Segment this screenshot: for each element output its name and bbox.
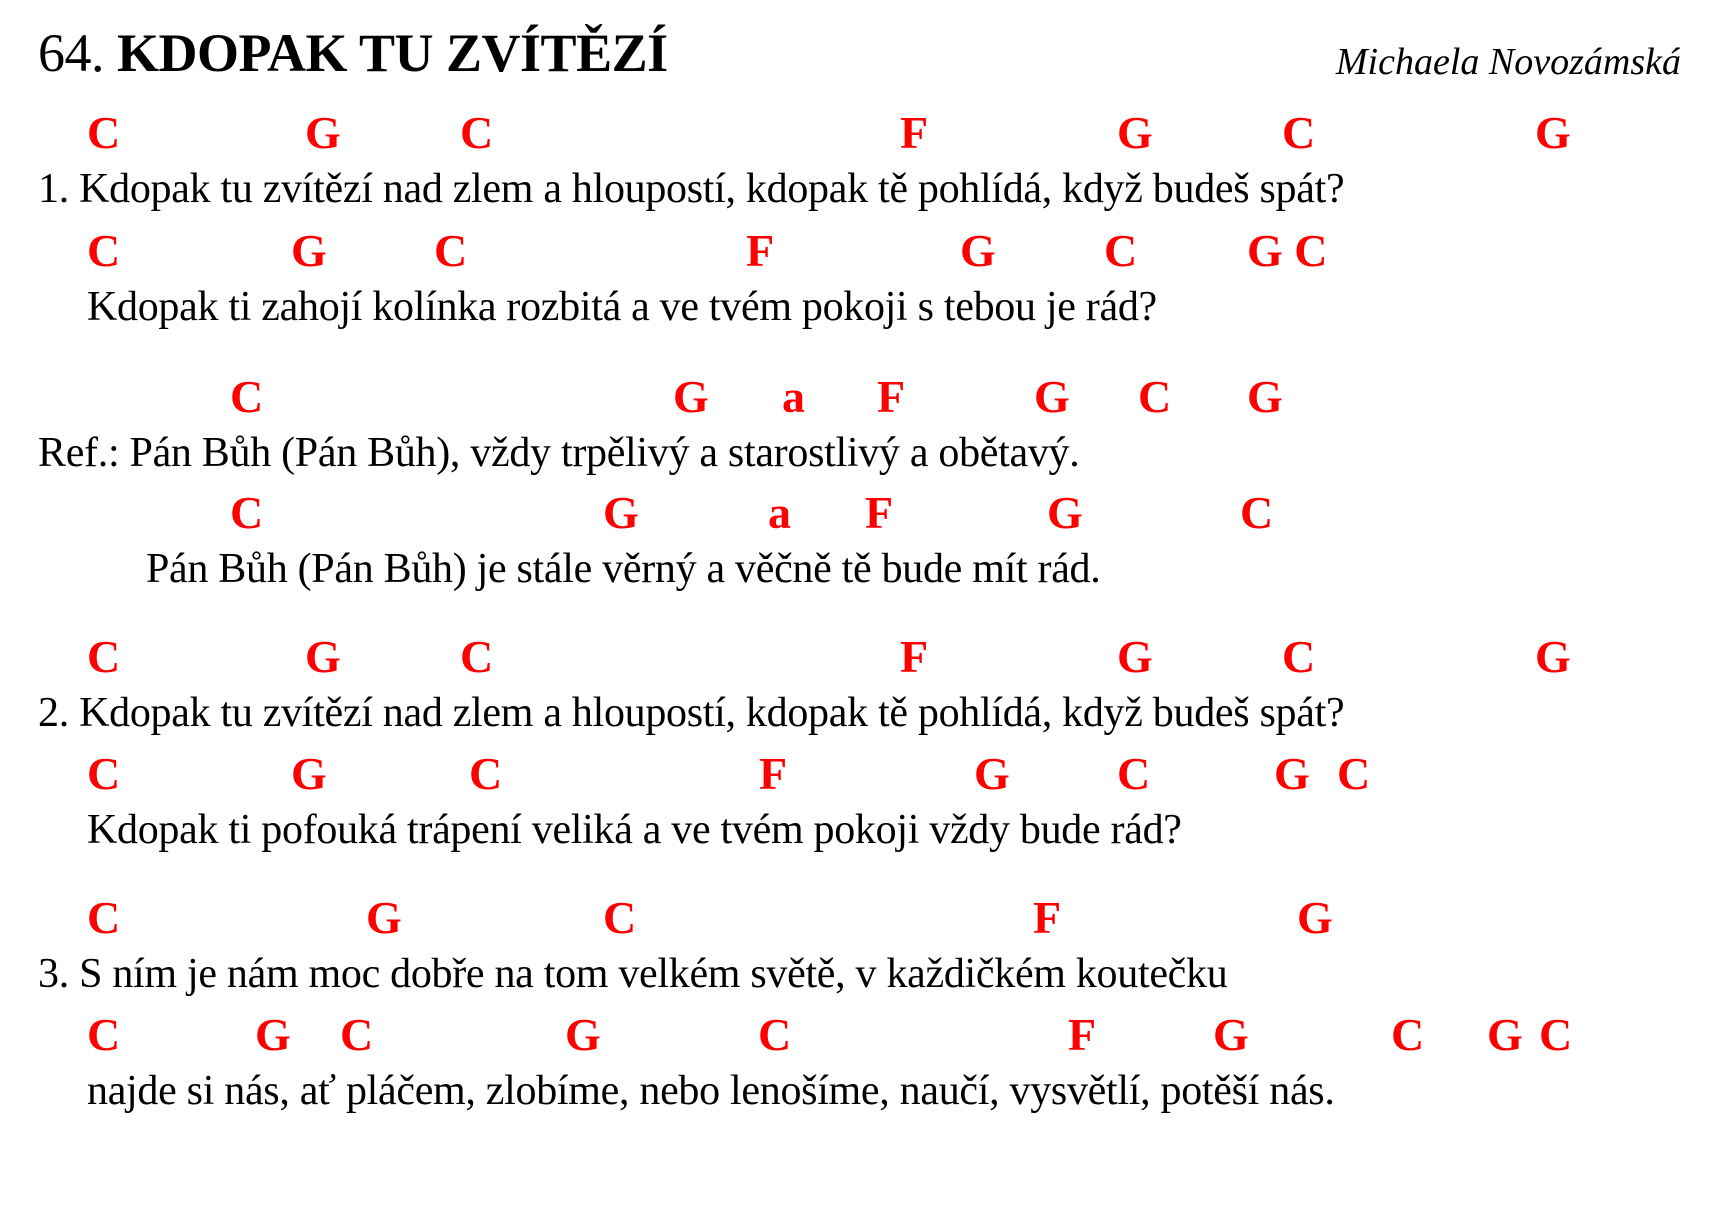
chord: G xyxy=(1274,748,1310,799)
chord: C xyxy=(87,631,121,682)
chord: G xyxy=(673,371,709,422)
lyric-line: Kdopak ti zahojí kolínka rozbitá a ve tvém pokoji s tebou je rád? xyxy=(87,284,1157,330)
chord: F xyxy=(1068,1009,1097,1060)
chord: C xyxy=(230,487,264,538)
chord: C xyxy=(460,631,494,682)
chord: a xyxy=(782,371,805,422)
chord: C xyxy=(87,1009,121,1060)
chord: C xyxy=(1282,107,1316,158)
chord: F xyxy=(900,107,929,158)
chord: F xyxy=(759,748,788,799)
chord: F xyxy=(877,371,906,422)
chord: G xyxy=(1297,892,1333,943)
lyric-line: najde si nás, ať pláčem, zlobíme, nebo lenošíme, naučí, vysvětlí, potěší nás. xyxy=(87,1068,1335,1114)
chord: C xyxy=(469,748,503,799)
chord: a xyxy=(768,487,791,538)
chord: G xyxy=(603,487,639,538)
lyric-line: 2. Kdopak tu zvítězí nad zlem a hloupostí, kdopak tě pohlídá, když budeš spát? xyxy=(38,690,1345,736)
chord: G xyxy=(1535,107,1571,158)
chord: G C xyxy=(1247,225,1328,276)
chord: C xyxy=(87,107,121,158)
chord: G xyxy=(291,748,327,799)
chord: C xyxy=(1138,371,1172,422)
chord: C xyxy=(603,892,637,943)
chord: C xyxy=(1337,748,1371,799)
chord: C xyxy=(434,225,468,276)
song-title xyxy=(38,22,668,84)
lyric-line: Kdopak ti pofouká trápení veliká a ve tvém pokoji vždy bude rád? xyxy=(87,807,1182,853)
chord: C xyxy=(460,107,494,158)
lyric-line: Ref.: Pán Bůh (Pán Bůh), vždy trpělivý a starostlivý a obětavý. xyxy=(38,430,1080,476)
chord: G xyxy=(565,1009,601,1060)
chord: G xyxy=(1117,107,1153,158)
chord: G xyxy=(255,1009,291,1060)
song-number: 64. xyxy=(38,23,104,83)
lyric-line: Pán Bůh (Pán Bůh) je stále věrný a věčně tě bude mít rád. xyxy=(146,546,1101,592)
chord: G xyxy=(1247,371,1283,422)
chord: G xyxy=(1213,1009,1249,1060)
chord: C xyxy=(1282,631,1316,682)
chord: C xyxy=(87,748,121,799)
chord: C xyxy=(1104,225,1138,276)
chord: C xyxy=(87,225,121,276)
chord: F xyxy=(865,487,894,538)
chord: C xyxy=(1117,748,1151,799)
chord: C xyxy=(758,1009,792,1060)
chord: C xyxy=(1539,1009,1573,1060)
chord: G xyxy=(1034,371,1070,422)
chord: G xyxy=(305,107,341,158)
chord: G xyxy=(960,225,996,276)
song-author: Michaela Novozámská xyxy=(1335,41,1681,83)
chord: G xyxy=(291,225,327,276)
chord: G xyxy=(1535,631,1571,682)
lyric-line: 3. S ním je nám moc dobře na tom velkém světě, v každičkém koutečku xyxy=(38,951,1228,997)
chord: G xyxy=(1117,631,1153,682)
chord: C xyxy=(1240,487,1274,538)
chord: C xyxy=(87,892,121,943)
chord: C xyxy=(230,371,264,422)
chord: C xyxy=(1391,1009,1425,1060)
chord: G xyxy=(366,892,402,943)
chord: G xyxy=(305,631,341,682)
song-name: KDOPAK TU ZVÍTĚZÍ xyxy=(117,23,668,83)
chord: C xyxy=(340,1009,374,1060)
chord: G xyxy=(1047,487,1083,538)
chord: F xyxy=(1033,892,1062,943)
chord: G xyxy=(1487,1009,1523,1060)
chord: G xyxy=(974,748,1010,799)
lyric-line: 1. Kdopak tu zvítězí nad zlem a hloupostí, kdopak tě pohlídá, když budeš spát? xyxy=(38,166,1345,212)
chord: F xyxy=(746,225,775,276)
chord: F xyxy=(900,631,929,682)
